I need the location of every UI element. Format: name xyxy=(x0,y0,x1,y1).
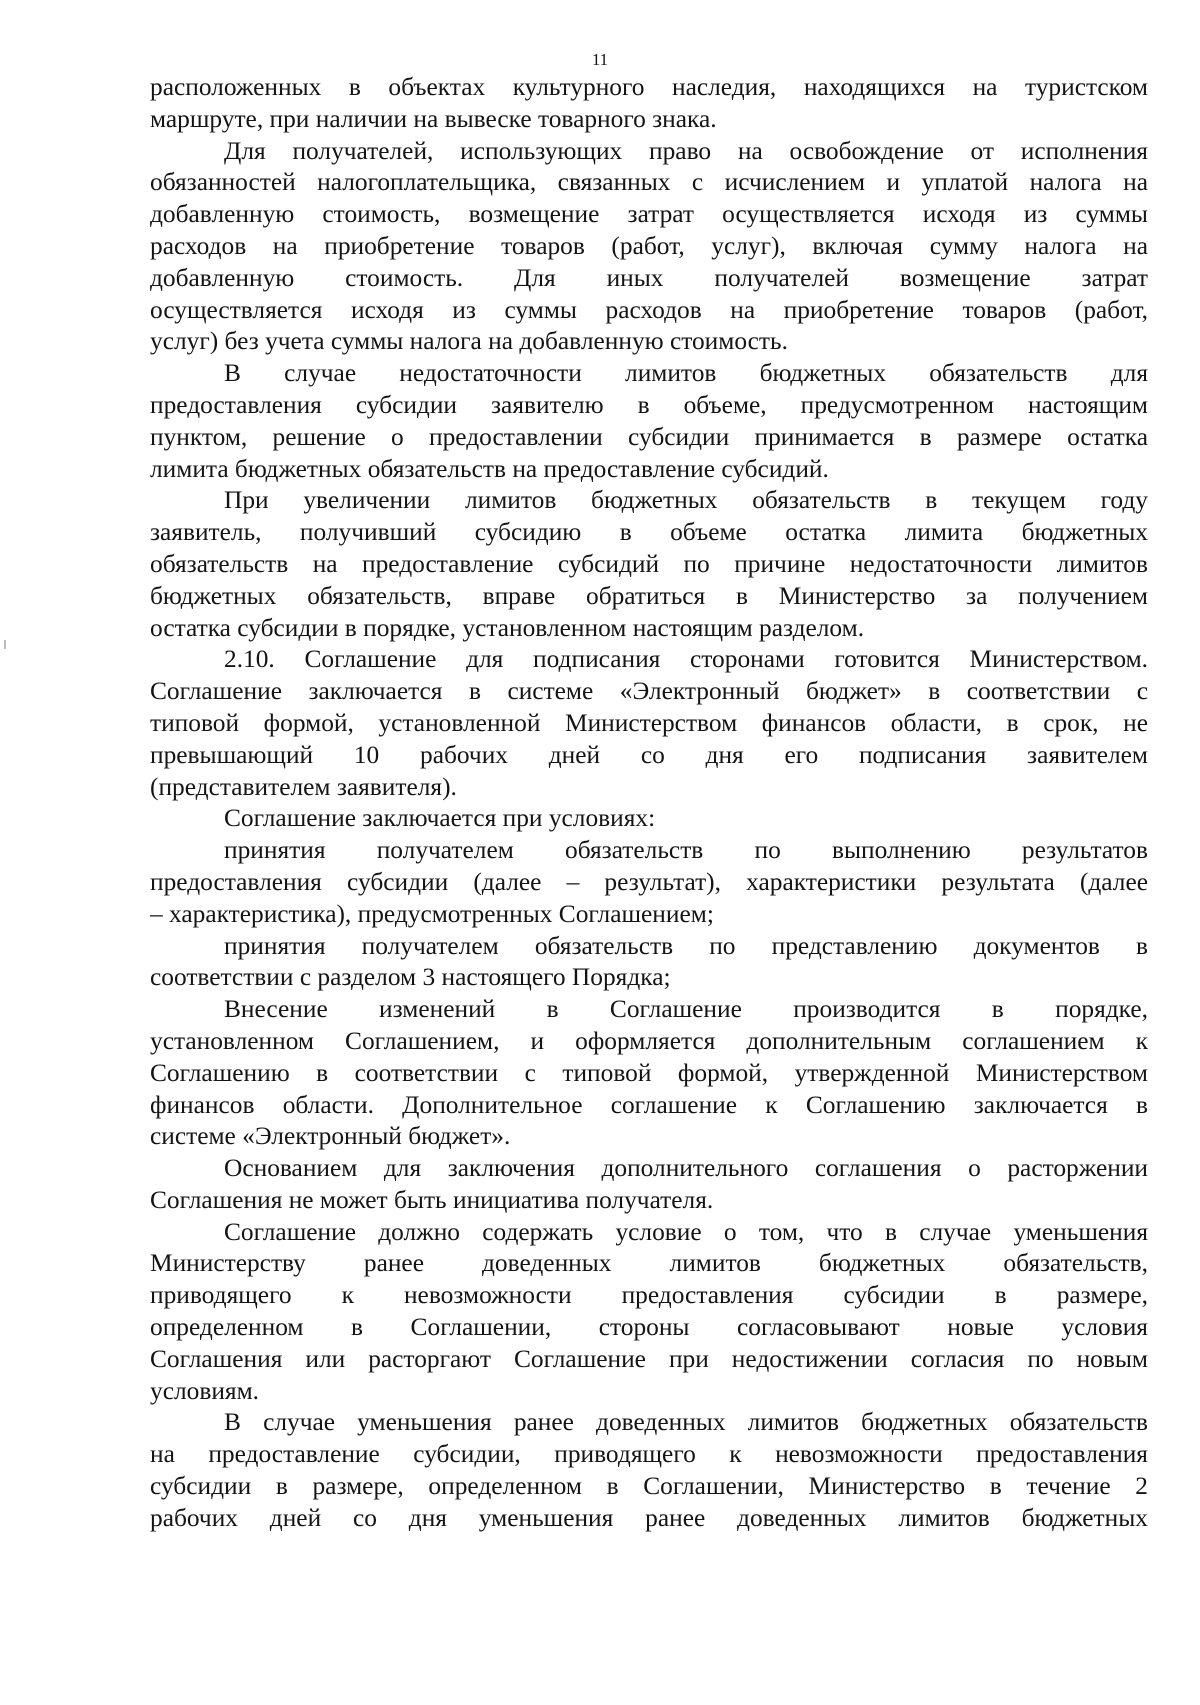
text-line: Соглашение должно содержать условие о том, что в случае уменьшения xyxy=(224,1217,1148,1246)
text-line: осуществляется исходя из суммы расходов на приобретение товаров (работ, xyxy=(150,295,1148,324)
text-line: (представителем заявителя). xyxy=(150,772,457,801)
text-line: расходов на приобретение товаров (работ, услуг), включая сумму налога на xyxy=(150,231,1148,260)
text-line: Соглашению в соответствии с типовой формой, утвержденной Министерством xyxy=(150,1058,1148,1087)
text-line: добавленную стоимость. Для иных получателей возмещение затрат xyxy=(150,263,1148,292)
text-line: 2.10. Соглашение для подписания сторонами готовится Министерством. xyxy=(224,645,1148,674)
text-line: финансов области. Дополнительное соглашение к Соглашению заключается в xyxy=(150,1090,1148,1119)
text-line: В случае уменьшения ранее доведенных лимитов бюджетных обязательств xyxy=(224,1408,1148,1437)
text-line: предоставления субсидии заявителю в объеме, предусмотренном настоящим xyxy=(150,390,1148,419)
text-line: Основанием для заключения дополнительного соглашения о расторжении xyxy=(224,1154,1148,1183)
text-line: системе «Электронный бюджет». xyxy=(150,1122,511,1151)
text-line: остатка субсидии в порядке, установленном настоящим разделом. xyxy=(150,613,865,642)
text-line: лимита бюджетных обязательств на предоставление субсидий. xyxy=(150,454,829,483)
text-line: субсидии в размере, определенном в Соглашении, Министерство в течение 2 xyxy=(150,1472,1148,1501)
text-line: обязанностей налогоплательщика, связанных с исчислением и уплатой налога на xyxy=(150,168,1148,197)
text-line: При увеличении лимитов бюджетных обязательств в текущем году xyxy=(224,486,1148,515)
text-line: условиям. xyxy=(150,1376,260,1405)
scan-artifact-mark xyxy=(4,640,6,649)
page-number: 11 xyxy=(591,50,609,69)
text-line: на предоставление субсидии, приводящего к невозможности предоставления xyxy=(150,1440,1148,1469)
text-line: обязательств на предоставление субсидий по причине недостаточности лимитов xyxy=(150,549,1148,578)
text-line: предоставления субсидии (далее – результат), характеристики результата (далее xyxy=(150,867,1148,896)
text-line: установленном Соглашением, и оформляется дополнительным соглашением к xyxy=(150,1026,1148,1055)
text-line: Министерству ранее доведенных лимитов бюджетных обязательств, xyxy=(150,1249,1148,1278)
text-line: типовой формой, установленной Министерством финансов области, в срок, не xyxy=(150,708,1148,737)
text-line: пунктом, решение о предоставлении субсидии принимается в размере остатка xyxy=(150,422,1148,451)
text-line: принятия получателем обязательств по выполнению результатов xyxy=(224,836,1148,865)
text-line: В случае недостаточности лимитов бюджетных обязательств для xyxy=(224,359,1148,388)
text-line: приводящего к невозможности предоставления субсидии в размере, xyxy=(150,1281,1148,1310)
text-line: – характеристика), предусмотренных Соглашением; xyxy=(150,899,714,928)
text-line: бюджетных обязательств, вправе обратиться в Министерство за получением xyxy=(150,581,1148,610)
text-line: услуг) без учета суммы налога на добавленную стоимость. xyxy=(150,327,788,356)
text-line: расположенных в объектах культурного наследия, находящихся на туристском xyxy=(150,73,1148,101)
text-line: соответствии с разделом 3 настоящего Порядка; xyxy=(150,963,671,992)
text-line: Соглашения не может быть инициатива получателя. xyxy=(150,1185,714,1214)
text-line: Соглашение заключается при условиях: xyxy=(224,804,656,833)
text-line: Для получателей, использующих право на освобождение от исполнения xyxy=(224,136,1148,165)
text-line: определенном в Соглашении, стороны согласовывают новые условия xyxy=(150,1313,1148,1342)
text-line: рабочих дней со дня уменьшения ранее доведенных лимитов бюджетных xyxy=(150,1503,1148,1532)
text-line: принятия получателем обязательств по представлению документов в xyxy=(224,931,1148,960)
text-line: превышающий 10 рабочих дней со дня его подписания заявителем xyxy=(150,740,1148,769)
text-line: заявитель, получивший субсидию в объеме остатка лимита бюджетных xyxy=(150,518,1148,547)
text-line: маршруте, при наличии на вывеске товарного знака. xyxy=(150,104,717,133)
text-line: Внесение изменений в Соглашение производится в порядке, xyxy=(224,995,1148,1024)
text-line: Соглашения или расторгают Соглашение при недостижении согласия по новым xyxy=(150,1344,1148,1373)
text-line: добавленную стоимость, возмещение затрат осуществляется исходя из суммы xyxy=(150,200,1148,229)
document-body xyxy=(150,72,1148,1535)
text-line: Соглашение заключается в системе «Электронный бюджет» в соответствии с xyxy=(150,677,1148,706)
